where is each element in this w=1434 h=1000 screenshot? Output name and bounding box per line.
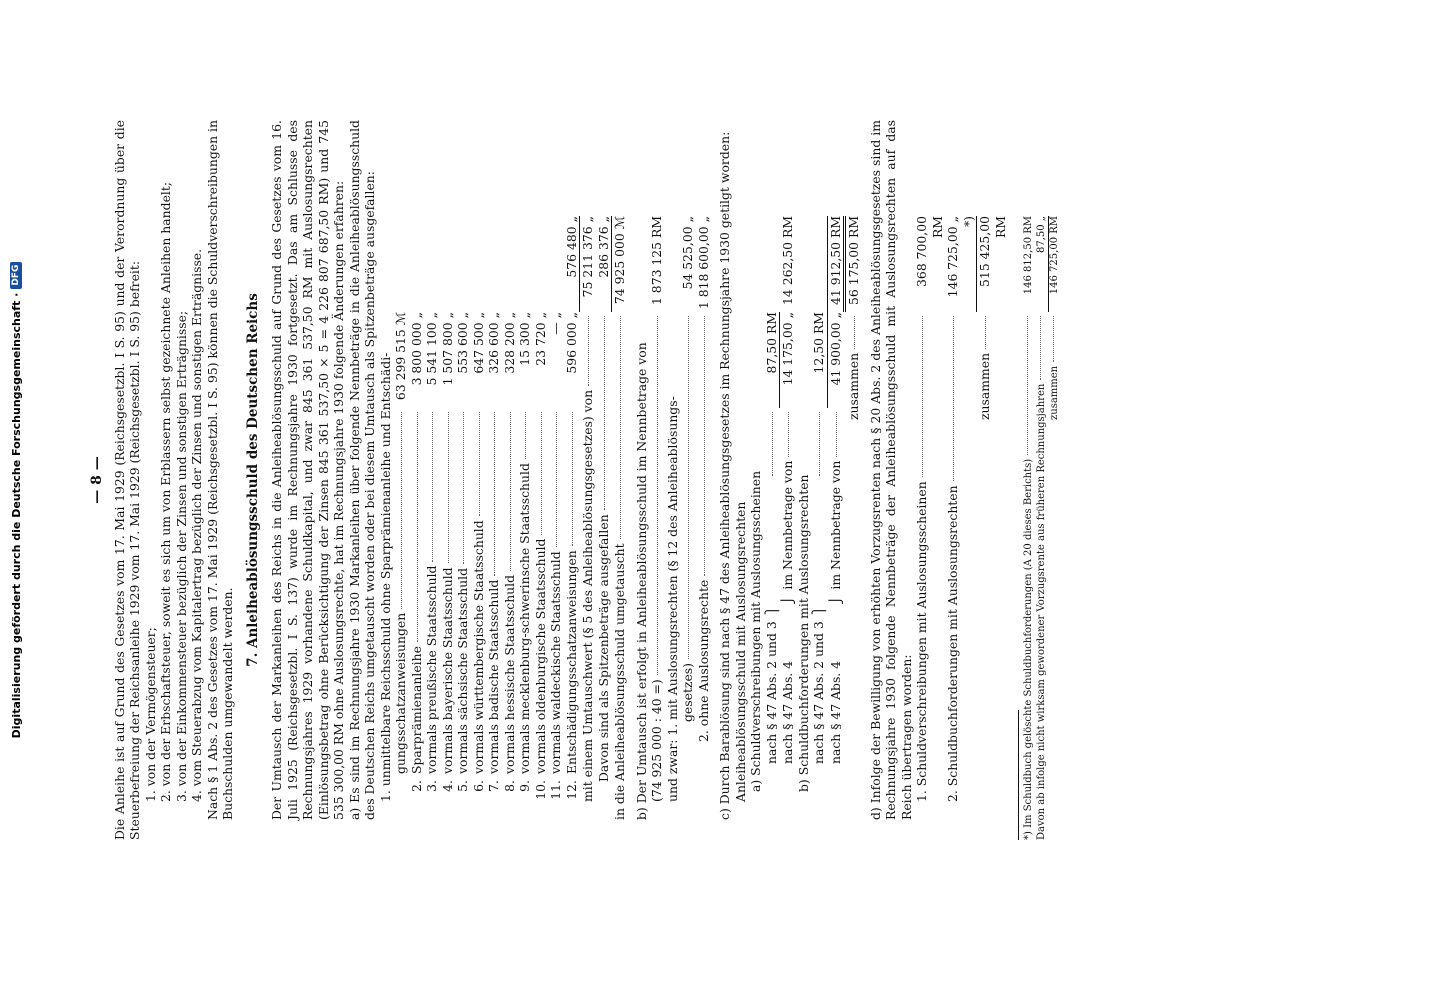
list-item: 2.Sparprämienanleihe 3 800 000 „	[408, 312, 424, 792]
tax-item: 1. von der Vermögensteuer;	[142, 627, 158, 802]
c-intro2: Anleiheablösungsschuld mit Auslosungsrechten	[732, 501, 748, 802]
d-item-value: 146 725,00 „ *)	[945, 216, 976, 298]
d-total-value: 515 425,00 RM	[976, 216, 1008, 312]
list-item	[393, 120, 409, 840]
item-value: 596 000 „	[563, 312, 579, 374]
item-value: 5 541 100 „	[424, 312, 439, 386]
section-a-list	[378, 120, 580, 840]
tax-item: 2. von der Erbschaftsteuer, soweit es sich um von Erblassern selbst gezeichnete Anleihen handelt;	[158, 181, 173, 802]
intro-paragraph: Die Anleihe ist auf Grund des Gesetzes vom 17. Mai 1929 (Reichsgesetzbl. I S. 95) und der Verordnung über die Steuerbefreiung der Reichsanleihe 1929 vom 17. Mai 1929 (Reichsgesetzbl. I S. 95) befreit:	[111, 120, 142, 840]
c-a-sum: 14 262,50 RM	[780, 216, 795, 306]
section-title: 7. Anleiheablösungsschuld des Deutschen Reichs	[244, 293, 261, 667]
footnote-value: 146 812,50 RM	[1023, 216, 1034, 295]
b-sub1: und zwar: 1. mit Auslosungsrechten (§ 12 des Anleiheablösungs-	[664, 396, 680, 802]
list-item: 5.vormals sächsische Staatsschuld 553 600 „	[455, 312, 470, 792]
item-value: 3 800 000 „	[408, 312, 424, 386]
c-a-r2-value: 14 175,00 „	[779, 312, 796, 408]
spitzen-row: Davon sind als Spitzenbeträge ausgefallen 286 376 „	[595, 216, 611, 782]
c-b-r1-value: 12,50 RM	[811, 312, 826, 374]
d-item-value: 368 700,00 RM	[914, 216, 945, 287]
item-value: 15 300 „	[517, 312, 532, 366]
c-a-row2: nach § 47 Abs. 4 ⎭ im Nennbetrage von 14 175,00 „ 14 262,50 RM	[780, 216, 795, 764]
b-sub2: 2. ohne Auslosungsrechte 1 818 600,00 „	[695, 216, 711, 742]
list-item: 12.Entschädigungsschatzanweisungen 596 000 „ 576 480 „	[563, 216, 579, 800]
d-total-row: zusammen 515 425,00 RM	[977, 216, 1008, 420]
item-value: 647 500 „	[470, 312, 486, 374]
c-b-r2-value: 41 900,00 „	[827, 312, 844, 408]
footnote	[1023, 120, 1062, 840]
list-item: 10.vormals oldenburgische Staatsschuld 23 720 „	[532, 312, 548, 800]
b-value: 1 873 125 RM	[649, 216, 664, 306]
dfg-logo: DFG	[10, 262, 22, 289]
list-item: 9.vormals mecklenburg-schwerinsche Staatsschuld 15 300 „	[517, 312, 532, 792]
footnote-line: *) Im Schuldbuch gelöschte Schuldbuchforderungen (A 20 dieses Berichts) 146 812,50 RM	[1023, 216, 1034, 840]
footnote-total: zusammen 146 725,00 RM	[1049, 216, 1060, 420]
list-item: 6.vormals württembergische Staatsschuld 647 500 „	[470, 312, 486, 792]
rest-row: mit einem Umtauschwert (§ 5 des Anleiheablösungsgesetzes) von 75 211 376 „	[580, 216, 595, 802]
list-item: 7.vormals badische Staatsschuld 326 600 „	[486, 312, 501, 792]
c-b-row1: nach § 47 Abs. 2 und 3 ⎫ 12,50 RM	[811, 312, 826, 764]
c-b-sum: 41 912,50 RM	[827, 216, 844, 312]
b-line2: (74 925 000 : 40 =) 1 873 125 RM	[649, 216, 664, 802]
footnote-value: 87,50 „	[1035, 216, 1047, 253]
a-total-row: in die Anleiheablösungsschuld umgetauscht 74 925 000 ℳ	[612, 216, 627, 820]
conversion-note: Nach § 1 Abs. 2 des Gesetzes vom 17. Mai 1929 (Reichsgesetzbl. I S. 95) können die Schuldverschreibungen in Buchschulden umgewandelt werden.	[204, 120, 235, 820]
c-total-row: zusammen 56 175,00 RM	[843, 120, 862, 840]
tax-item: 3. von der Einkommensteuer bezüglich der Zinsen und sonstigen Erträgnisse;	[173, 310, 189, 802]
c-b-head: b) Schuldbuchforderungen mit Auslosungsrechten	[795, 474, 811, 792]
page-content	[90, 120, 1062, 840]
list-item: 4.vormals bayerische Staatsschuld 1 507 800 „	[439, 312, 455, 792]
b-sub2-value: 1 818 600,00 „	[695, 216, 711, 310]
d-intro: d) Infolge der Bewilligung von erhöhten Vorzugsrenten nach § 20 Abs. 2 des Anleiheablösungsgesetzes sind im Rechnungsjahre 1930 folgende Nennbeträge der Anleiheablösungsschuld mit Auslosungsrechten auf das Reich übertragen worden:	[867, 120, 914, 820]
tax-list	[143, 120, 205, 840]
tax-item: 4. vom Steuerabzug vom Kapitalertrag bezüglich der Zinsen und sonstigen Erträgnisse.	[189, 248, 204, 802]
item-value: 328 200 „	[501, 312, 517, 374]
d-item: 2. Schuldbuchforderungen mit Auslosungsrechten 146 725,00 „ *)	[945, 216, 976, 802]
item-value: 553 600 „	[455, 312, 470, 374]
footnote-rule	[1018, 710, 1019, 840]
b-sub1b: gesetzes) 54 525,00 „	[680, 216, 695, 722]
d-item: 1. Schuldverschreibungen mit Auslosungsscheinen 368 700,00 RM	[914, 216, 945, 802]
item-value: 23 720 „	[532, 312, 548, 366]
item-value: 63 299 515 ℳ	[393, 312, 408, 401]
footnote-line: Davon ab infolge nicht wirksam gewordener Vorzugsrente aus früheren Rechnungsjahren 87,50 „	[1035, 216, 1047, 840]
c-total-value: 56 175,00 RM	[843, 216, 862, 312]
stamp-text: Digitalisierung gefördert durch die Deutsche Forschungsgemeinschaft ·	[9, 292, 23, 739]
c-a-row1: nach § 47 Abs. 2 und 3 ⎫ 87,50 RM	[763, 312, 779, 764]
item-label: gungsschatzanweisungen	[393, 612, 408, 774]
rest-value: 75 211 376 „	[579, 216, 596, 312]
item-value: 326 600 „	[486, 312, 501, 374]
list-item: 11.vormals waldeckische Staatsschuld — „	[548, 312, 563, 800]
digitization-stamp	[6, 8, 26, 992]
c-a-head: a) Schuldverschreibungen mit Auslosungsscheinen	[748, 470, 763, 792]
list-item: 8.vormals hessische Staatsschuld 328 200 „	[501, 312, 517, 792]
footnote-total-value: 146 725,00 RM	[1048, 216, 1062, 312]
list-item: 3.vormals preußische Staatsschuld 5 541 100 „	[424, 312, 439, 792]
c-intro: c) Durch Barablösung sind nach § 47 des Anleiheablösungsgesetzes im Rechnungsjahre 1930 getilgt worden:	[717, 131, 732, 820]
c-a-r1-value: 87,50 RM	[763, 312, 779, 374]
item-value: 1 507 800 „	[439, 312, 455, 386]
page-number: — 8 —	[89, 456, 105, 504]
a-total-value: 74 925 000 ℳ	[611, 216, 628, 312]
c-b-row2: nach § 47 Abs. 4 ⎭ im Nennbetrage von 41 900,00 „ 41 912,50 RM	[827, 216, 843, 764]
section-a-intro: a) Es sind im Rechnungsjahre 1930 Markanleihen über folgende Nennbeträge in die Anleiheablösungsschuld des Deutschen Reichs umgetauscht worden oder bei diesem Umtausch als Spitzenbeträge ausgefallen:	[346, 120, 377, 820]
item-label: 1. unmittelbare Reichsschuld ohne Sparprämienanleihe und Entschädi-	[377, 352, 393, 802]
b-line1: b) Der Umtausch ist erfolgt in Anleiheablösungsschuld im Nennbetrage von	[633, 342, 649, 820]
item-value-b: 576 480 „	[563, 216, 579, 278]
spitzen-value: 286 376 „	[595, 216, 611, 278]
list-item	[378, 120, 394, 840]
item-value: — „	[548, 312, 563, 335]
b-sub1-value: 54 525,00 „	[680, 216, 695, 290]
section-intro: Der Umtausch der Markanleihen des Reichs in die Anleiheablösungsschuld auf Grund des Gesetzes vom 16. Juli 1925 (Reichsgesetzbl. I S. 137) wurde im Rechnungsjahre 1930 fortgesetzt. Das am Schlusse des Rechnungsjahres 1929 vorhandene Schuldkapital, und zwar 845 361 537,50 RM mit Auslosungsrechten (Einlösungsbetrag ohne Berücksichtigung der Zinsen 845 361 537,50 × 5 = 4 226 807 687,50 RM) und 745 535 300,00 RM ohne Auslosungsrechte, hat im Rechnungsjahre 1930 folgende Änderungen erfahren:	[269, 120, 346, 820]
